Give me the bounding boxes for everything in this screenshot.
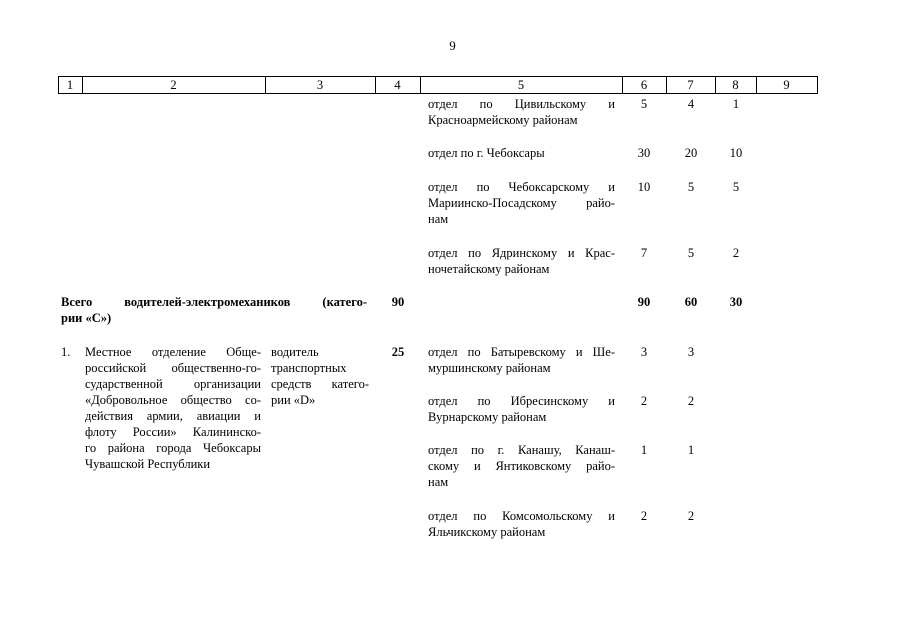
org-col4: 25 — [391, 345, 405, 359]
text-line: рии «С») — [61, 311, 112, 325]
text-line: рии «D» — [271, 393, 316, 407]
value-col7: 4 — [687, 97, 695, 111]
text-line: отдел по г. Чебоксары — [428, 146, 545, 160]
text-line: средств катего- — [271, 377, 369, 391]
total-col4: 90 — [391, 295, 405, 309]
text-line: отдел по Чебоксарскому и — [428, 180, 615, 194]
text-line: Местное отделение Обще- — [85, 345, 261, 359]
text-line: действия армии, авиации и — [85, 409, 261, 423]
total-col7: 60 — [684, 295, 698, 309]
header-col-4: 4 — [394, 78, 401, 92]
value-col6: 5 — [640, 97, 648, 111]
value-col6: 1 — [640, 443, 648, 457]
text-line: го района города Чебоксары — [85, 441, 261, 455]
text-line: Всего водителей-электромехаников (катего- — [61, 295, 367, 309]
value-col8: 5 — [732, 180, 740, 194]
text-line: муршинскому районам — [428, 361, 551, 375]
header-col-1: 1 — [66, 78, 74, 92]
value-col6: 3 — [640, 345, 648, 359]
org-number: 1. — [61, 345, 71, 359]
value-col7: 5 — [687, 180, 695, 194]
text-line: транспортных — [271, 361, 347, 375]
value-col7: 3 — [687, 345, 695, 359]
value-col7: 2 — [687, 509, 695, 523]
text-line: отдел по Ибресинскому и — [428, 394, 615, 408]
text-line: отдел по Ядринскому и Крас- — [428, 246, 615, 260]
text-line: нам — [428, 475, 449, 489]
text-line: «Добровольное общество со- — [85, 393, 261, 407]
text-line: российской общественно-го- — [85, 361, 261, 375]
text-line: отдел по Цивильскому и — [428, 97, 615, 111]
total-col6: 90 — [637, 295, 651, 309]
value-col8: 1 — [732, 97, 740, 111]
value-col8: 10 — [729, 146, 743, 160]
value-col6: 2 — [640, 509, 648, 523]
value-col7: 20 — [684, 146, 698, 160]
text-line: ночетайскому районам — [428, 262, 550, 276]
text-line: нам — [428, 212, 449, 226]
dept-cell-batyrevsky — [428, 344, 615, 376]
total-label — [61, 294, 367, 326]
text-line: отдел по Комсомольскому и — [428, 509, 615, 523]
dept-cell-kanash — [428, 442, 615, 490]
dept-cell-ibresinsky — [428, 393, 615, 425]
dept-cell-tsivilsky — [428, 96, 615, 128]
text-line: флоту России» Калининско- — [85, 425, 261, 439]
header-col-3: 3 — [316, 78, 324, 92]
value-col7: 1 — [687, 443, 695, 457]
value-col6: 2 — [640, 394, 648, 408]
value-col7: 5 — [687, 246, 695, 260]
header-col-7: 7 — [687, 78, 694, 92]
header-col-8: 8 — [732, 78, 739, 92]
text-line: отдел по г. Канашу, Канаш- — [428, 443, 615, 457]
dept-cell-komsomolsky — [428, 508, 615, 540]
page-number: 9 — [449, 38, 456, 53]
header-col-9: 9 — [783, 78, 790, 92]
value-col6: 10 — [637, 180, 651, 194]
value-col6: 7 — [640, 246, 648, 260]
org-name — [85, 344, 261, 472]
dept-cell-cheboksary-city — [428, 145, 615, 161]
header-col-2: 2 — [170, 78, 177, 92]
dept-cell-yadrinsky — [428, 245, 615, 277]
dept-cell-cheboksarsky — [428, 179, 615, 227]
value-col6: 30 — [637, 146, 651, 160]
value-col7: 2 — [687, 394, 695, 408]
header-col-6: 6 — [640, 78, 648, 92]
text-line: скому и Янтиковскому райо- — [428, 459, 615, 473]
col-divider — [817, 77, 818, 93]
text-line: отдел по Батыревскому и Ше- — [428, 345, 615, 359]
total-col8: 30 — [729, 295, 743, 309]
org-specialty — [271, 344, 369, 408]
text-line: Вурнарскому районам — [428, 410, 547, 424]
text-line: Чувашской Республики — [85, 457, 211, 471]
header-col-5: 5 — [517, 78, 525, 92]
text-line: Красноармейскому районам — [428, 113, 578, 127]
text-line: Мариинско-Посадскому райо- — [428, 196, 615, 210]
text-line: водитель — [271, 345, 319, 359]
text-line: сударственной организации — [85, 377, 261, 391]
value-col8: 2 — [732, 246, 740, 260]
text-line: Яльчикскому районам — [428, 525, 546, 539]
